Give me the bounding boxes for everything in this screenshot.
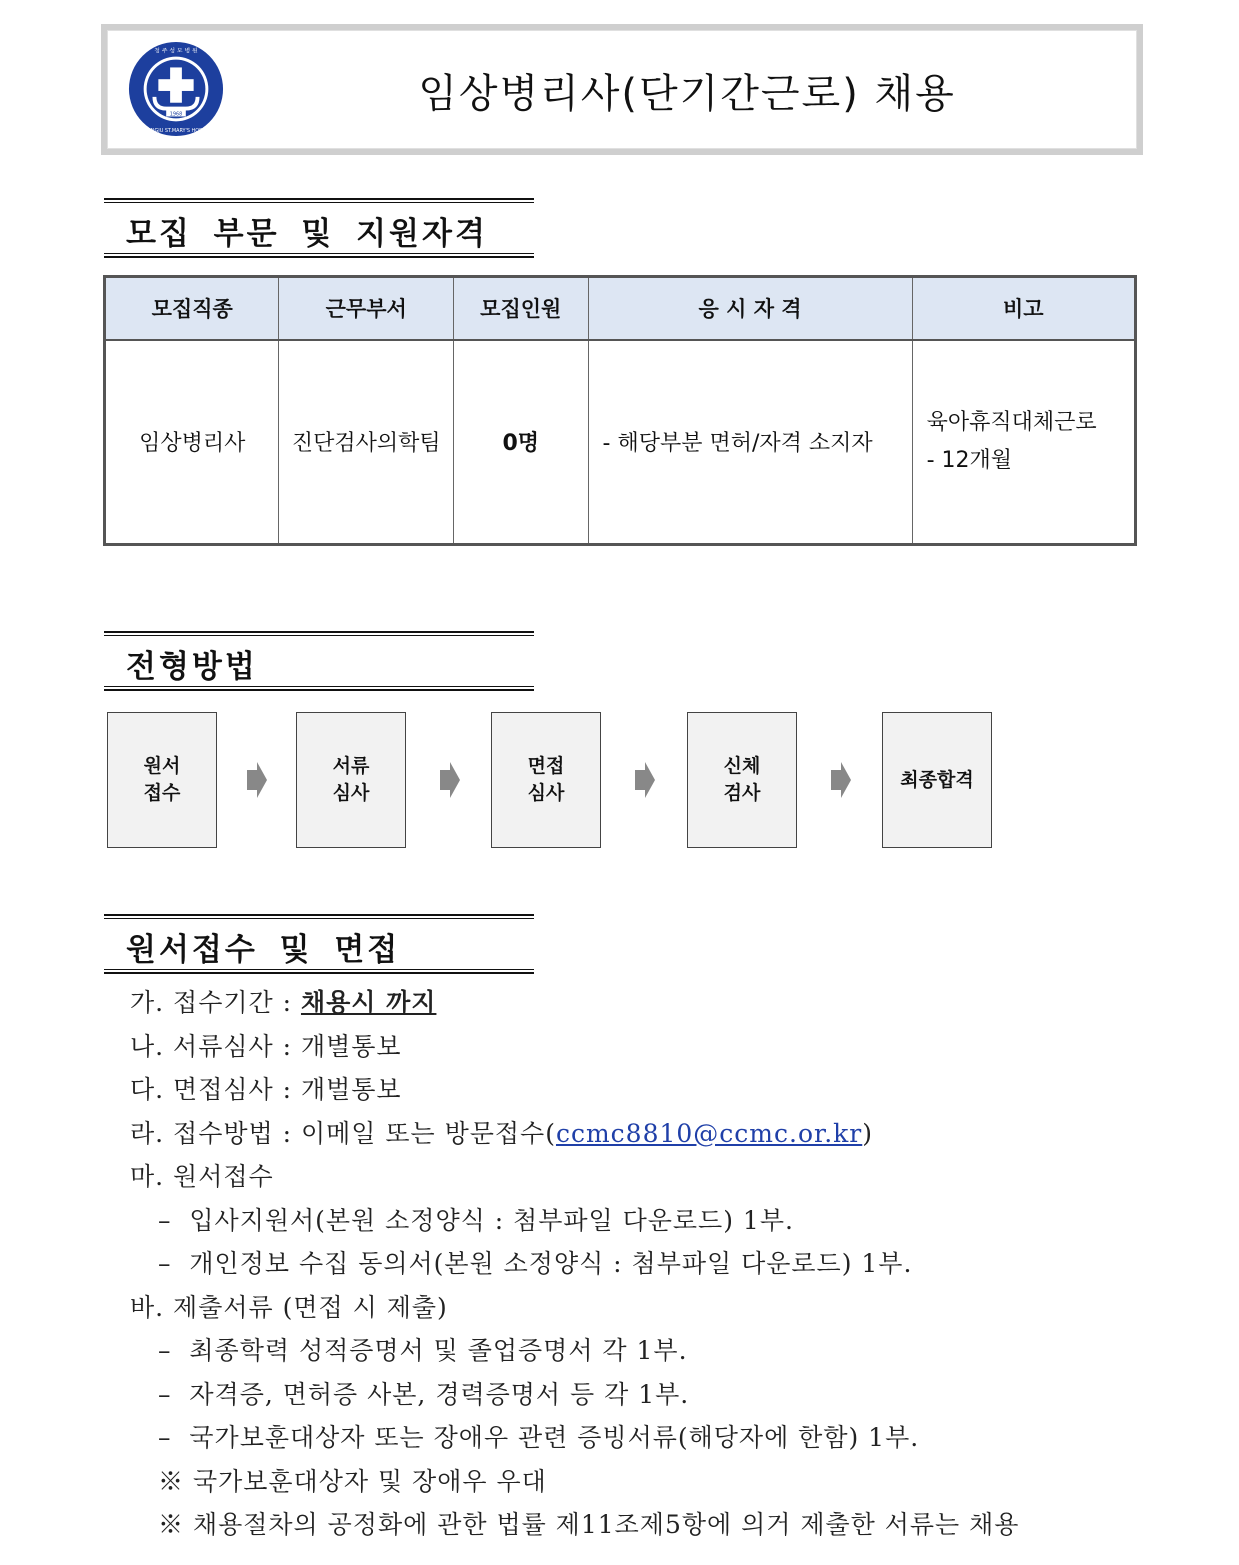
section-method-title: 전형방법 [126, 649, 258, 685]
arrow-right-icon [829, 760, 853, 800]
note-line-2: - 12개월 [926, 447, 1013, 473]
arrow-right-icon [633, 760, 657, 800]
document-review: 나. 서류심사 : 개별통보 [130, 1031, 402, 1061]
cell-job: 임상병리사 [105, 340, 279, 545]
cell-dept: 진단검사의학팀 [279, 340, 453, 545]
process-step-final-pass [882, 712, 992, 848]
apply-method-suffix: ) [862, 1118, 874, 1148]
recruit-table [103, 275, 1137, 546]
section-recruit [104, 198, 534, 258]
logo-year: 1968 [169, 111, 183, 118]
process-step-document-review [296, 712, 406, 848]
cell-count: 0명 [453, 340, 588, 545]
logo-ring-top: 청 주 성 모 병 원 [154, 48, 198, 55]
header-qualification: 응 시 자 격 [588, 277, 912, 340]
section-rule-top [104, 631, 534, 636]
step-line-1: 원서 [143, 755, 181, 777]
list-item: – 최종학력 성적증명서 및 졸업증명서 각 1부. [158, 1336, 688, 1365]
step-line-2: 심사 [332, 782, 370, 804]
apply-period [130, 985, 1019, 1029]
table-row [105, 340, 1136, 545]
apply-method-label: 라. 접수방법 : 이메일 또는 방문접수( [130, 1118, 556, 1148]
section-method [104, 631, 534, 691]
step-line-2: 심사 [527, 782, 565, 804]
note-item: ※ 국가보훈대상자 및 장애우 우대 [158, 1466, 547, 1496]
list-item: – 개인정보 수집 동의서(본원 소정양식 : 첨부파일 다운로드) 1부. [158, 1249, 913, 1278]
step-line-1: 서류 [332, 755, 370, 777]
section-apply-title: 원서접수 및 면접 [126, 932, 401, 968]
cell-note [912, 340, 1135, 545]
list-item: – 국가보훈대상자 또는 장애우 관련 증빙서류(해당자에 한함) 1부. [158, 1423, 920, 1452]
apply-method [130, 1116, 1019, 1160]
header-dept: 근무부서 [279, 277, 453, 340]
arrow-right-icon [438, 760, 462, 800]
list-item: – 입사지원서(본원 소정양식 : 첨부파일 다운로드) 1부. [158, 1205, 794, 1235]
header-count: 모집인원 [453, 277, 588, 340]
step-line-1: 최종합격 [900, 768, 974, 791]
section-recruit-title: 모집 부문 및 지원자격 [126, 216, 488, 252]
apply-period-value: 채용시 까지 [300, 988, 437, 1017]
section-apply [104, 914, 534, 974]
header-note: 비고 [912, 277, 1135, 340]
email-link[interactable]: ccmc8810@ccmc.or.kr [555, 1118, 863, 1148]
process-step-medical-exam [687, 712, 797, 848]
apply-details [130, 985, 1019, 1551]
logo-ring-bottom: CHEONGJU ST.MARY'S HOSPITAL [136, 128, 216, 135]
apply-period-label: 가. 접수기간 : [130, 988, 301, 1017]
section-rule-bottom [104, 253, 534, 258]
section-rule-top [104, 198, 534, 203]
list-item: – 자격증, 면허증 사본, 경력증명서 등 각 1부. [158, 1379, 690, 1409]
note-item: ※ 채용절차의 공정화에 관한 법률 제11조제5항에 의거 제출한 서류는 채용 [158, 1510, 1020, 1539]
arrow-right-icon [245, 760, 269, 800]
process-step-interview [491, 712, 601, 848]
section-rule-top [104, 914, 534, 919]
header-job: 모집직종 [105, 277, 279, 340]
step-line-1: 면접 [527, 755, 565, 777]
table-header-row [105, 277, 1136, 340]
note-line-1: 육아휴직대체근로 [926, 409, 1097, 435]
process-step-application [107, 712, 217, 848]
page-title: 임상병리사(단기간근로) 채용 [418, 71, 956, 117]
title-box [101, 24, 1143, 155]
section-rule-bottom [104, 969, 534, 974]
step-line-2: 검사 [723, 782, 761, 804]
step-line-2: 접수 [143, 782, 181, 804]
submission-docs-heading: 바. 제출서류 (면접 시 제출) [130, 1292, 448, 1322]
application-docs-heading: 마. 원서접수 [130, 1162, 274, 1191]
step-line-1: 신체 [723, 755, 761, 777]
interview-review: 다. 면접심사 : 개벌통보 [130, 1075, 402, 1104]
section-rule-bottom [104, 686, 534, 691]
cell-qualification: - 해당부분 면허/자격 소지자 [588, 340, 912, 545]
